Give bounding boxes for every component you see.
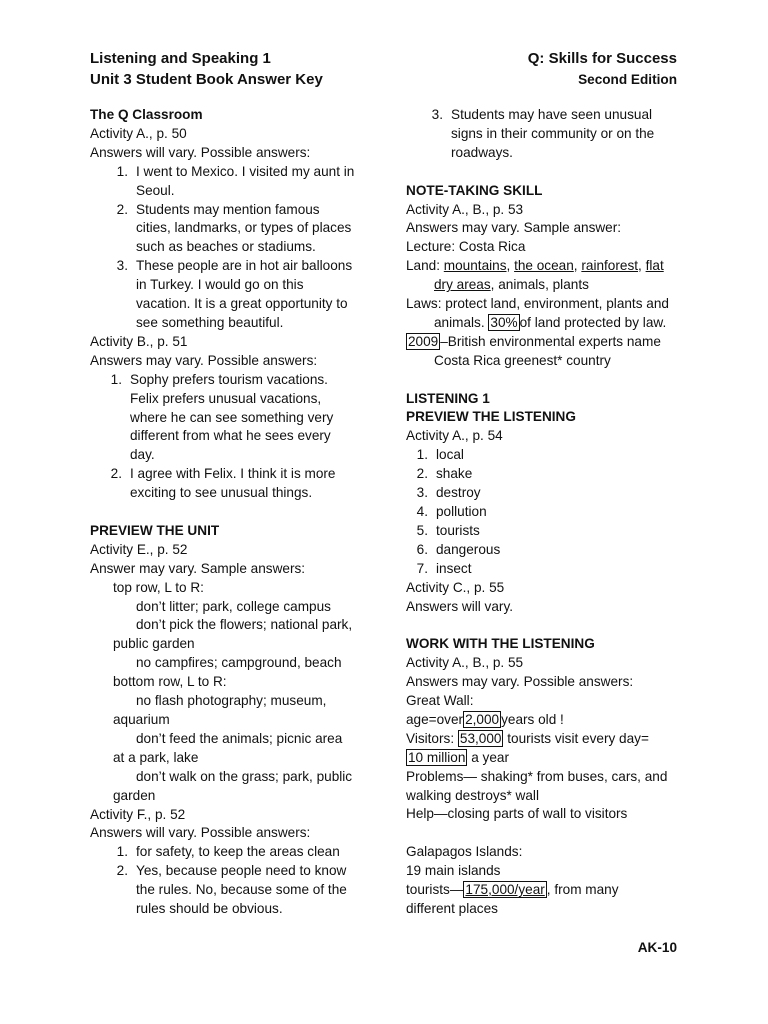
- section-subheading: PREVIEW THE LISTENING: [406, 409, 576, 425]
- list-item: 3. Students may have seen unusual: [431, 107, 653, 122]
- land-notes: Land: mountains, the ocean, rainforest, flat: [406, 258, 664, 274]
- boxed-value: 53,000: [459, 730, 502, 746]
- visitors-note: Visitors: 53,000 tourists visit every day=: [406, 730, 649, 746]
- vocab-item: 5. tourists: [416, 522, 480, 538]
- activity-label: Activity F., p. 52: [90, 806, 186, 822]
- list-item: 1. I went to Mexico. I visited my aunt in: [116, 163, 355, 179]
- age-note: age=over 2,000 years old !: [406, 711, 564, 727]
- land-notes-cont: dry areas, animals, plants: [434, 277, 589, 293]
- list-item-cont: Felix prefers unusual vacations,: [130, 390, 322, 406]
- row-label: bottom row, L to R:: [113, 674, 227, 690]
- section-heading: WORK WITH THE LISTENING: [406, 636, 595, 652]
- list-item: 3. These people are in hot air balloons: [116, 258, 353, 274]
- right-column: [406, 106, 686, 919]
- help-note: Help—closing parts of wall to visitors: [406, 806, 628, 822]
- answer-intro: Answer may vary. Sample answers:: [90, 560, 306, 576]
- answer-intro: Answers may vary. Possible answers:: [406, 674, 634, 690]
- section-heading: LISTENING 1: [406, 390, 490, 406]
- sign-answer: don’t pick the flowers; national park,: [136, 617, 353, 633]
- sign-answer: no campfires; campground, beach: [136, 655, 342, 671]
- sign-answer-cont: at a park, lake: [113, 749, 199, 765]
- activity-label: Activity B., p. 51: [90, 333, 188, 349]
- section-heading: NOTE-TAKING SKILL: [406, 182, 543, 198]
- section-heading: The Q Classroom: [90, 107, 203, 122]
- million-note: 10 million a year: [408, 749, 509, 765]
- vocab-item: 1. local: [416, 447, 464, 463]
- list-item-cont: Seoul.: [136, 182, 175, 198]
- answer-intro: Answers will vary. Possible answers:: [90, 144, 311, 160]
- answer-intro: Answers may vary. Sample answer:: [406, 220, 622, 236]
- list-item-cont: where he can see something very: [130, 409, 334, 425]
- vocab-item: 3. destroy: [416, 485, 481, 501]
- vocab-item: 7. insect: [416, 560, 472, 576]
- left-column: [90, 106, 375, 919]
- topic-label: Great Wall:: [406, 693, 474, 709]
- boxed-value: 2,000: [465, 711, 500, 727]
- boxed-value: 2009: [408, 333, 439, 349]
- problems-note-cont: walking destroys* wall: [406, 787, 539, 803]
- edition: Second Edition: [578, 72, 677, 87]
- activity-label: Activity A., p. 54: [406, 428, 503, 444]
- list-item-cont: signs in their community or on the: [451, 125, 655, 141]
- series-title: [528, 48, 677, 90]
- activity-label: Activity C., p. 55: [406, 579, 505, 595]
- list-item-cont: see something beautiful.: [136, 314, 284, 330]
- list-item: 1. Sophy prefers tourism vacations.: [110, 371, 328, 387]
- problems-note: Problems— shaking* from buses, cars, and: [406, 768, 668, 784]
- tourists-note: tourists— 175,000/year , from many: [406, 882, 619, 898]
- boxed-value: 10 million: [408, 749, 466, 765]
- answer-intro: Answers will vary. Possible answers:: [90, 825, 311, 841]
- answer-intro: Answers may vary. Possible answers:: [90, 352, 318, 368]
- list-item-cont: different from what he sees every: [130, 428, 331, 444]
- places-note: different places: [406, 901, 498, 916]
- page-number: AK-10: [637, 940, 677, 955]
- boxed-value: 30%: [490, 314, 518, 330]
- topic-label: Galapagos Islands:: [406, 844, 523, 860]
- list-item-cont: vacation. It is a great opportunity to: [136, 296, 348, 312]
- vocab-item: 2. shake: [416, 466, 473, 482]
- laws-notes: Laws: protect land, environment, plants and: [406, 296, 669, 312]
- list-item-cont: the rules. No, because some of the: [136, 882, 347, 898]
- activity-label: Activity A., B., p. 53: [406, 201, 524, 217]
- list-item: 2. Yes, because people need to know: [116, 863, 347, 879]
- list-item: 1. for safety, to keep the areas clean: [116, 844, 340, 860]
- list-item-cont: such as beaches or stadiums.: [136, 239, 316, 255]
- list-item-cont: exciting to see unusual things.: [130, 485, 313, 501]
- islands-note: 19 main islands: [406, 863, 501, 879]
- doc-title: [90, 48, 323, 90]
- laws-notes-cont: animals. 30% of land protected by law.: [434, 314, 667, 330]
- activity-label: Activity E., p. 52: [90, 541, 188, 557]
- sign-answer: don’t feed the animals; picnic area: [136, 730, 343, 746]
- answer-intro: Answers will vary.: [406, 598, 514, 614]
- vocab-item: 6. dangerous: [416, 541, 501, 557]
- sign-answer: don’t litter; park, college campus: [136, 598, 331, 614]
- list-item: 2. Students may mention famous: [116, 201, 320, 217]
- list-item: 2. I agree with Felix. I think it is more: [110, 466, 336, 482]
- list-item-cont: cities, landmarks, or types of places: [136, 220, 352, 236]
- row-label: top row, L to R:: [113, 579, 204, 595]
- boxed-value: 175,000/year: [465, 882, 545, 898]
- activity-label: Activity A., p. 50: [90, 125, 187, 141]
- doc-title-line1: Listening and Speaking 1: [90, 50, 271, 67]
- section-heading: PREVIEW THE UNIT: [90, 522, 220, 538]
- sign-answer-cont: public garden: [113, 636, 195, 652]
- series-name: Q: Skills for Success: [527, 50, 677, 67]
- sign-answer: no flash photography; museum,: [136, 693, 327, 709]
- doc-title-line2: Unit 3 Student Book Answer Key: [90, 71, 323, 88]
- list-item-cont: day.: [130, 447, 155, 463]
- activity-label: Activity A., B., p. 55: [406, 655, 524, 671]
- sign-answer-cont: aquarium: [113, 711, 170, 727]
- lecture-title: Lecture: Costa Rica: [406, 239, 526, 255]
- list-item-cont: roadways.: [451, 144, 513, 160]
- list-item-cont: in Turkey. I would go on this: [136, 277, 304, 293]
- year-notes-cont: Costa Rica greenest* country: [434, 352, 611, 368]
- list-item-cont: rules should be obvious.: [136, 901, 283, 917]
- sign-answer-cont: garden: [113, 787, 156, 803]
- vocab-item: 4. pollution: [416, 504, 487, 519]
- year-notes: 2009 –British environmental experts name: [408, 333, 661, 349]
- sign-answer: don’t walk on the grass; park, public: [136, 768, 353, 784]
